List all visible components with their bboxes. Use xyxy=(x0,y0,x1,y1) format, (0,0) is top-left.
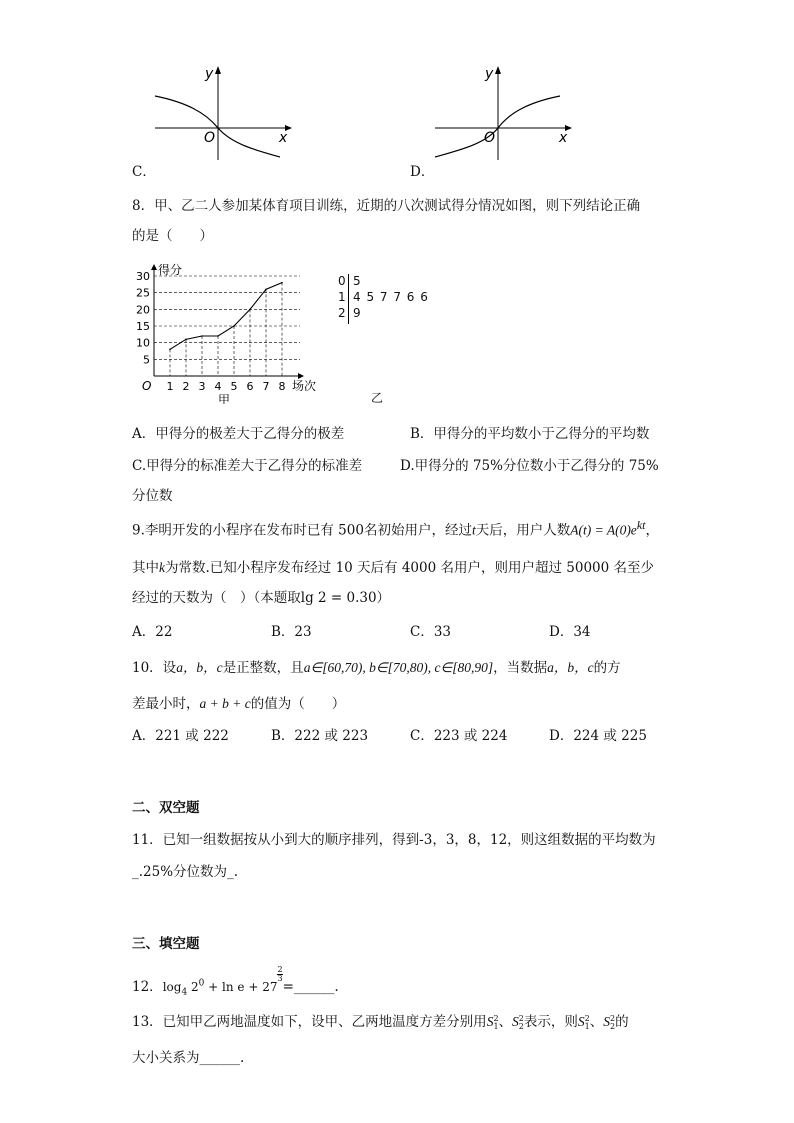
y-tick-label: 15 xyxy=(136,320,150,333)
q10-option-c[interactable]: C．223 或 224 xyxy=(410,728,508,744)
origin-label: O xyxy=(204,130,216,146)
s2-sub: 2 xyxy=(518,1022,524,1031)
y-tick-label: 10 xyxy=(136,336,150,350)
q8-option-d[interactable]: D.甲得分的 75%分位数小于乙得分的 75% xyxy=(400,458,659,474)
q10-text: ，当数据 xyxy=(493,660,548,676)
q10-text: 的方 xyxy=(593,660,621,676)
stem-leaf-row xyxy=(338,290,448,306)
separator: 、 xyxy=(589,1014,604,1030)
q10-vars: a，b，c xyxy=(176,660,223,675)
s1-sub: 1 xyxy=(584,1022,590,1031)
q8-option-b[interactable]: B．甲得分的平均数小于乙得分的平均数 xyxy=(410,426,650,442)
data-point xyxy=(265,289,267,291)
y-axis-arrow xyxy=(215,66,221,74)
q13-text: 的 xyxy=(615,1014,629,1030)
x-tick-label: 6 xyxy=(246,380,254,393)
formula-exponent: kt xyxy=(636,518,646,532)
stem-leaf-caption: 乙 xyxy=(371,391,384,405)
q11-stem-line2: _.25%分位数为_. xyxy=(132,864,239,880)
q10-stem-line1 xyxy=(132,656,621,676)
s1-sup: 2 xyxy=(584,1014,590,1023)
y-axis-arrow xyxy=(151,264,157,270)
q10-option-b[interactable]: B．222 或 223 xyxy=(271,728,369,744)
q10-text: 的值为（ ） xyxy=(250,696,346,712)
separator: 、 xyxy=(498,1014,513,1030)
data-point xyxy=(217,335,219,337)
q9-text: ， xyxy=(645,522,659,539)
stem: 0 xyxy=(338,274,346,288)
q9-text: 9.李明开发的小程序在发布时已有 500名初始用户，经过 xyxy=(132,522,472,539)
q9-option-d[interactable]: D．34 xyxy=(549,624,591,640)
q8-stem-line2: 的是（ ） xyxy=(132,228,213,244)
q12-expr: + ln e + 27 xyxy=(204,980,278,994)
var-s1: S xyxy=(486,1014,494,1029)
graph-option-d xyxy=(430,62,580,162)
section-title-double-blank: 二、双空题 xyxy=(132,800,200,816)
data-point xyxy=(281,282,283,284)
q12-log-base: 4 xyxy=(181,987,188,998)
q13-stem-line1 xyxy=(132,1010,629,1031)
y-axis-label: 得分 xyxy=(158,263,183,277)
q8-option-a[interactable]: A．甲得分的极差大于乙得分的极差 xyxy=(132,426,345,442)
var-k: k xyxy=(159,560,165,575)
y-tick-label: 30 xyxy=(136,270,150,283)
line-chart-jia xyxy=(128,254,343,404)
stem: 2 xyxy=(338,306,346,320)
q9-option-c[interactable]: C．33 xyxy=(410,624,452,640)
q12-expr: 2 xyxy=(187,980,199,994)
origin-label: O xyxy=(142,379,152,393)
option-c-label: C． xyxy=(132,164,156,180)
y-tick-label: 20 xyxy=(136,303,150,317)
graph-option-c xyxy=(150,62,300,162)
leaves: 5 xyxy=(353,274,362,288)
stem-leaf-row xyxy=(338,274,448,290)
x-tick-label: 2 xyxy=(182,380,190,393)
stem: 1 xyxy=(338,290,346,304)
q10-conditions: a∈[60,70), b∈[70,80), c∈[80,90] xyxy=(303,660,494,675)
section-title-fill-blank: 三、填空题 xyxy=(132,936,200,952)
axis-x-label: x xyxy=(279,130,288,146)
data-point xyxy=(169,349,171,351)
q10-vars: a，b，c xyxy=(547,660,594,675)
q10-stem-line2 xyxy=(132,692,345,712)
x-tick-label: 4 xyxy=(214,380,222,393)
var-t: t xyxy=(471,522,476,538)
axis-x-label: x xyxy=(559,130,568,146)
chart-caption: 甲 xyxy=(217,393,231,404)
x-axis-label: 场次 xyxy=(292,379,317,393)
q9-stem-line1 xyxy=(132,518,659,539)
q13-stem-line2: 大小关系为______. xyxy=(132,1050,245,1066)
option-d-label: D． xyxy=(410,164,435,180)
x-tick-label: 7 xyxy=(262,380,270,393)
fraction-denominator: 3 xyxy=(277,974,283,983)
stem-leaf-row xyxy=(338,306,448,322)
q8-stem-line1: 8．甲、乙二人参加某体育项目训练，近期的八次测试得分情况如图，则下列结论正确 xyxy=(132,198,641,214)
axis-y-label: y xyxy=(485,66,494,82)
q12-stem xyxy=(132,966,339,998)
leaves: 4 5 7 7 6 6 xyxy=(353,290,429,304)
q9-option-b[interactable]: B．23 xyxy=(271,624,312,640)
formula-a-t: A(t) = A(0)e xyxy=(570,522,637,538)
s2-sup: 2 xyxy=(609,1014,616,1023)
y-tick-label: 5 xyxy=(143,353,150,367)
q9-text: 天后，用户人数 xyxy=(475,522,571,539)
q10-text: 是正整数，且 xyxy=(222,660,304,676)
q9-option-a[interactable]: A．22 xyxy=(132,624,173,640)
x-tick-label: 3 xyxy=(198,380,206,393)
var-s2: S xyxy=(603,1014,610,1029)
data-point xyxy=(233,325,235,327)
x-tick-label: 5 xyxy=(230,380,238,393)
q12-answer-blank[interactable]: =______. xyxy=(282,979,339,995)
y-axis-arrow xyxy=(495,66,501,74)
q9-text: 为常数.已知小程序发布经过 10 天后有 4000 名用户，则用户超过 50000 名至少 xyxy=(165,560,655,576)
data-point xyxy=(249,309,251,311)
s2-sub: 2 xyxy=(609,1022,616,1031)
y-tick-label: 25 xyxy=(136,286,150,300)
q10-text: 10．设 xyxy=(132,660,177,676)
q8-option-d-cont: 分位数 xyxy=(132,488,173,504)
q8-option-c[interactable]: C.甲得分的标准差大于乙得分的标准差 xyxy=(132,458,363,474)
var-s2: S xyxy=(512,1014,519,1029)
s1-sub: 1 xyxy=(493,1022,499,1031)
q12-log: log xyxy=(162,980,182,994)
leaves: 9 xyxy=(353,306,362,320)
q9-stem-line2 xyxy=(132,556,654,576)
q11-stem-line1: 11．已知一组数据按从小到大的顺序排列，得到-3，3，8，12，则这组数据的平均数为 xyxy=(132,832,656,848)
q9-text: 其中 xyxy=(132,560,159,576)
q12-number: 12． xyxy=(132,979,163,995)
q10-option-a[interactable]: A．221 或 222 xyxy=(132,728,229,744)
data-point xyxy=(201,335,203,337)
var-s1: S xyxy=(577,1014,585,1029)
x-tick-label: 8 xyxy=(278,380,286,393)
axis-y-label: y xyxy=(205,66,214,82)
q9-stem-line3: 经过的天数为（ ）（本题取lg 2 = 0.30） xyxy=(132,590,391,606)
fraction-numerator: 2 xyxy=(277,965,283,974)
data-point xyxy=(185,339,187,341)
q12-exponent: 0 xyxy=(198,978,205,989)
origin-label: O xyxy=(484,130,496,146)
s2-sup: 2 xyxy=(518,1014,524,1023)
s1-sup: 2 xyxy=(493,1014,499,1023)
x-tick-label: 1 xyxy=(166,380,174,393)
q10-text: 差最小时， xyxy=(132,696,200,712)
q13-text: 13．已知甲乙两地温度如下，设甲、乙两地温度方差分别用 xyxy=(132,1014,487,1030)
q10-option-d[interactable]: D．224 或 225 xyxy=(549,728,647,744)
q13-text: 表示，则 xyxy=(523,1014,578,1030)
q10-sum: a + b + c xyxy=(199,696,251,711)
